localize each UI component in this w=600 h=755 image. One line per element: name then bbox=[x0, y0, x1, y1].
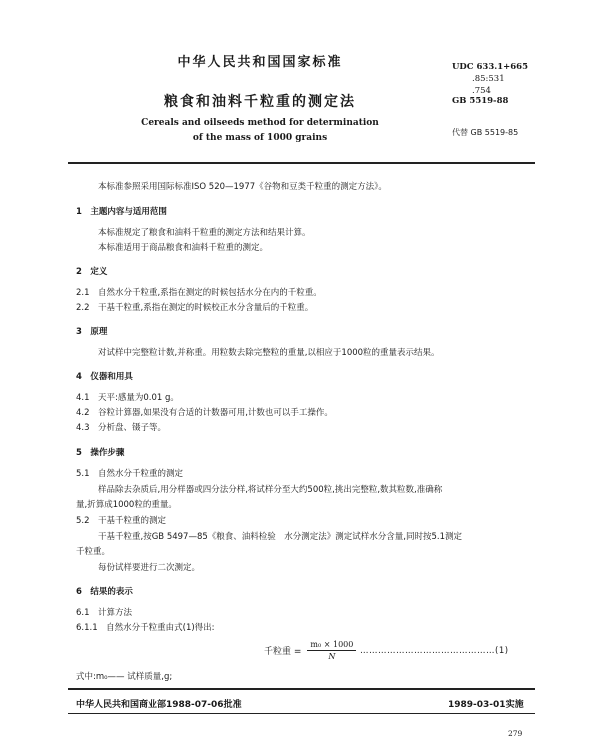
document-title-english-line1: Cereals and oilseeds method for determination bbox=[141, 118, 379, 128]
subsection-5-1-paragraph-line1: 样品除去杂质后,用分样器或四分法分样,将试样分至大约500粒,挑出完整粒,数其粒数,准确称 bbox=[98, 485, 443, 495]
instrument-4-1: 4.1 天平:感量为0.01 g。 bbox=[76, 393, 179, 403]
subsection-6-1-heading: 6.1 计算方法 bbox=[76, 608, 133, 618]
section-1-paragraph-1: 本标准规定了粮食和油料千粒重的测定方法和结果计算。 bbox=[98, 228, 311, 238]
formula-variable-definition: 式中:m₀—— 试样质量,g; bbox=[76, 672, 173, 682]
replaces-standard: 代替 GB 5519-85 bbox=[452, 128, 519, 137]
effective-date: 1989-03-01实施 bbox=[448, 700, 524, 710]
document-title-chinese: 粮食和油料千粒重的测定法 bbox=[164, 94, 356, 110]
formula-fraction bbox=[307, 640, 356, 661]
approval-notice: 中华人民共和国商业部1988-07-06批准 bbox=[76, 700, 242, 710]
subsection-5-2-paragraph-line2: 千粒重。 bbox=[76, 547, 111, 557]
subsection-5-1-paragraph-line2: 量,折算成1000粒的重量。 bbox=[76, 500, 177, 510]
formula-number: ………………………………………(1) bbox=[360, 646, 509, 656]
definition-2-2: 2.2 干基千粒重,系指在测定的时候校正水分含量后的千粒重。 bbox=[76, 303, 314, 313]
subsection-5-1-heading: 5.1 自然水分千粒重的测定 bbox=[76, 469, 184, 479]
section-1-heading: 1 主题内容与适用范围 bbox=[76, 207, 167, 217]
udc-code-line3: .754 bbox=[472, 86, 491, 96]
header-divider bbox=[68, 162, 535, 164]
udc-code-line2: .85:531 bbox=[472, 74, 505, 84]
instrument-4-2: 4.2 谷粒计算器,如果没有合适的计数器可用,计数也可以手工操作。 bbox=[76, 408, 333, 418]
udc-code-line1: UDC 633.1+665 bbox=[452, 62, 528, 72]
standard-organization: 中华人民共和国国家标准 bbox=[177, 55, 343, 70]
formula-numerator: m₀ × 1000 bbox=[307, 640, 356, 651]
formula-1 bbox=[264, 640, 356, 661]
footer-bottom-rule bbox=[68, 713, 535, 714]
section-1-paragraph-2: 本标准适用于商品粮食和油料千粒重的测定。 bbox=[98, 243, 269, 253]
subsection-5-2-heading: 5.2 干基千粒重的测定 bbox=[76, 516, 167, 526]
section-3-heading: 3 原理 bbox=[76, 327, 108, 337]
definition-2-1: 2.1 自然水分千粒重,系指在测定的时候包括水分在内的千粒重。 bbox=[76, 288, 322, 298]
section-5-heading: 5 操作步骤 bbox=[76, 448, 125, 458]
section-2-heading: 2 定义 bbox=[76, 267, 108, 277]
document-title-english-line2: of the mass of 1000 grains bbox=[192, 133, 328, 143]
instrument-4-3: 4.3 分析盘、镊子等。 bbox=[76, 423, 167, 433]
subsection-6-1-1-heading: 6.1.1 自然水分千粒重由式(1)得出: bbox=[76, 623, 215, 633]
gb-standard-number: GB 5519-88 bbox=[452, 96, 509, 106]
subsection-5-2-paragraph-2: 每份试样要进行二次测定。 bbox=[98, 563, 201, 573]
intro-paragraph: 本标准参照采用国际标准ISO 520—1977《谷物和豆类千粒重的测定方法》。 bbox=[98, 182, 387, 192]
formula-lhs: 千粒重 = bbox=[264, 647, 302, 657]
section-4-heading: 4 仪器和用具 bbox=[76, 372, 133, 382]
formula-denominator: N bbox=[328, 652, 336, 661]
footer-divider bbox=[68, 688, 535, 690]
page-number: 279 bbox=[508, 729, 523, 738]
section-6-heading: 6 结果的表示 bbox=[76, 587, 133, 597]
subsection-5-2-paragraph-line1: 干基千粒重,按GB 5497—85《粮食、油料检验 水分测定法》测定试样水分含量,同时按5.1测定 bbox=[98, 532, 462, 542]
section-3-paragraph: 对试样中完整粒计数,并称重。用粒数去除完整粒的重量,以相应于1000粒的重量表示结果。 bbox=[98, 348, 440, 358]
